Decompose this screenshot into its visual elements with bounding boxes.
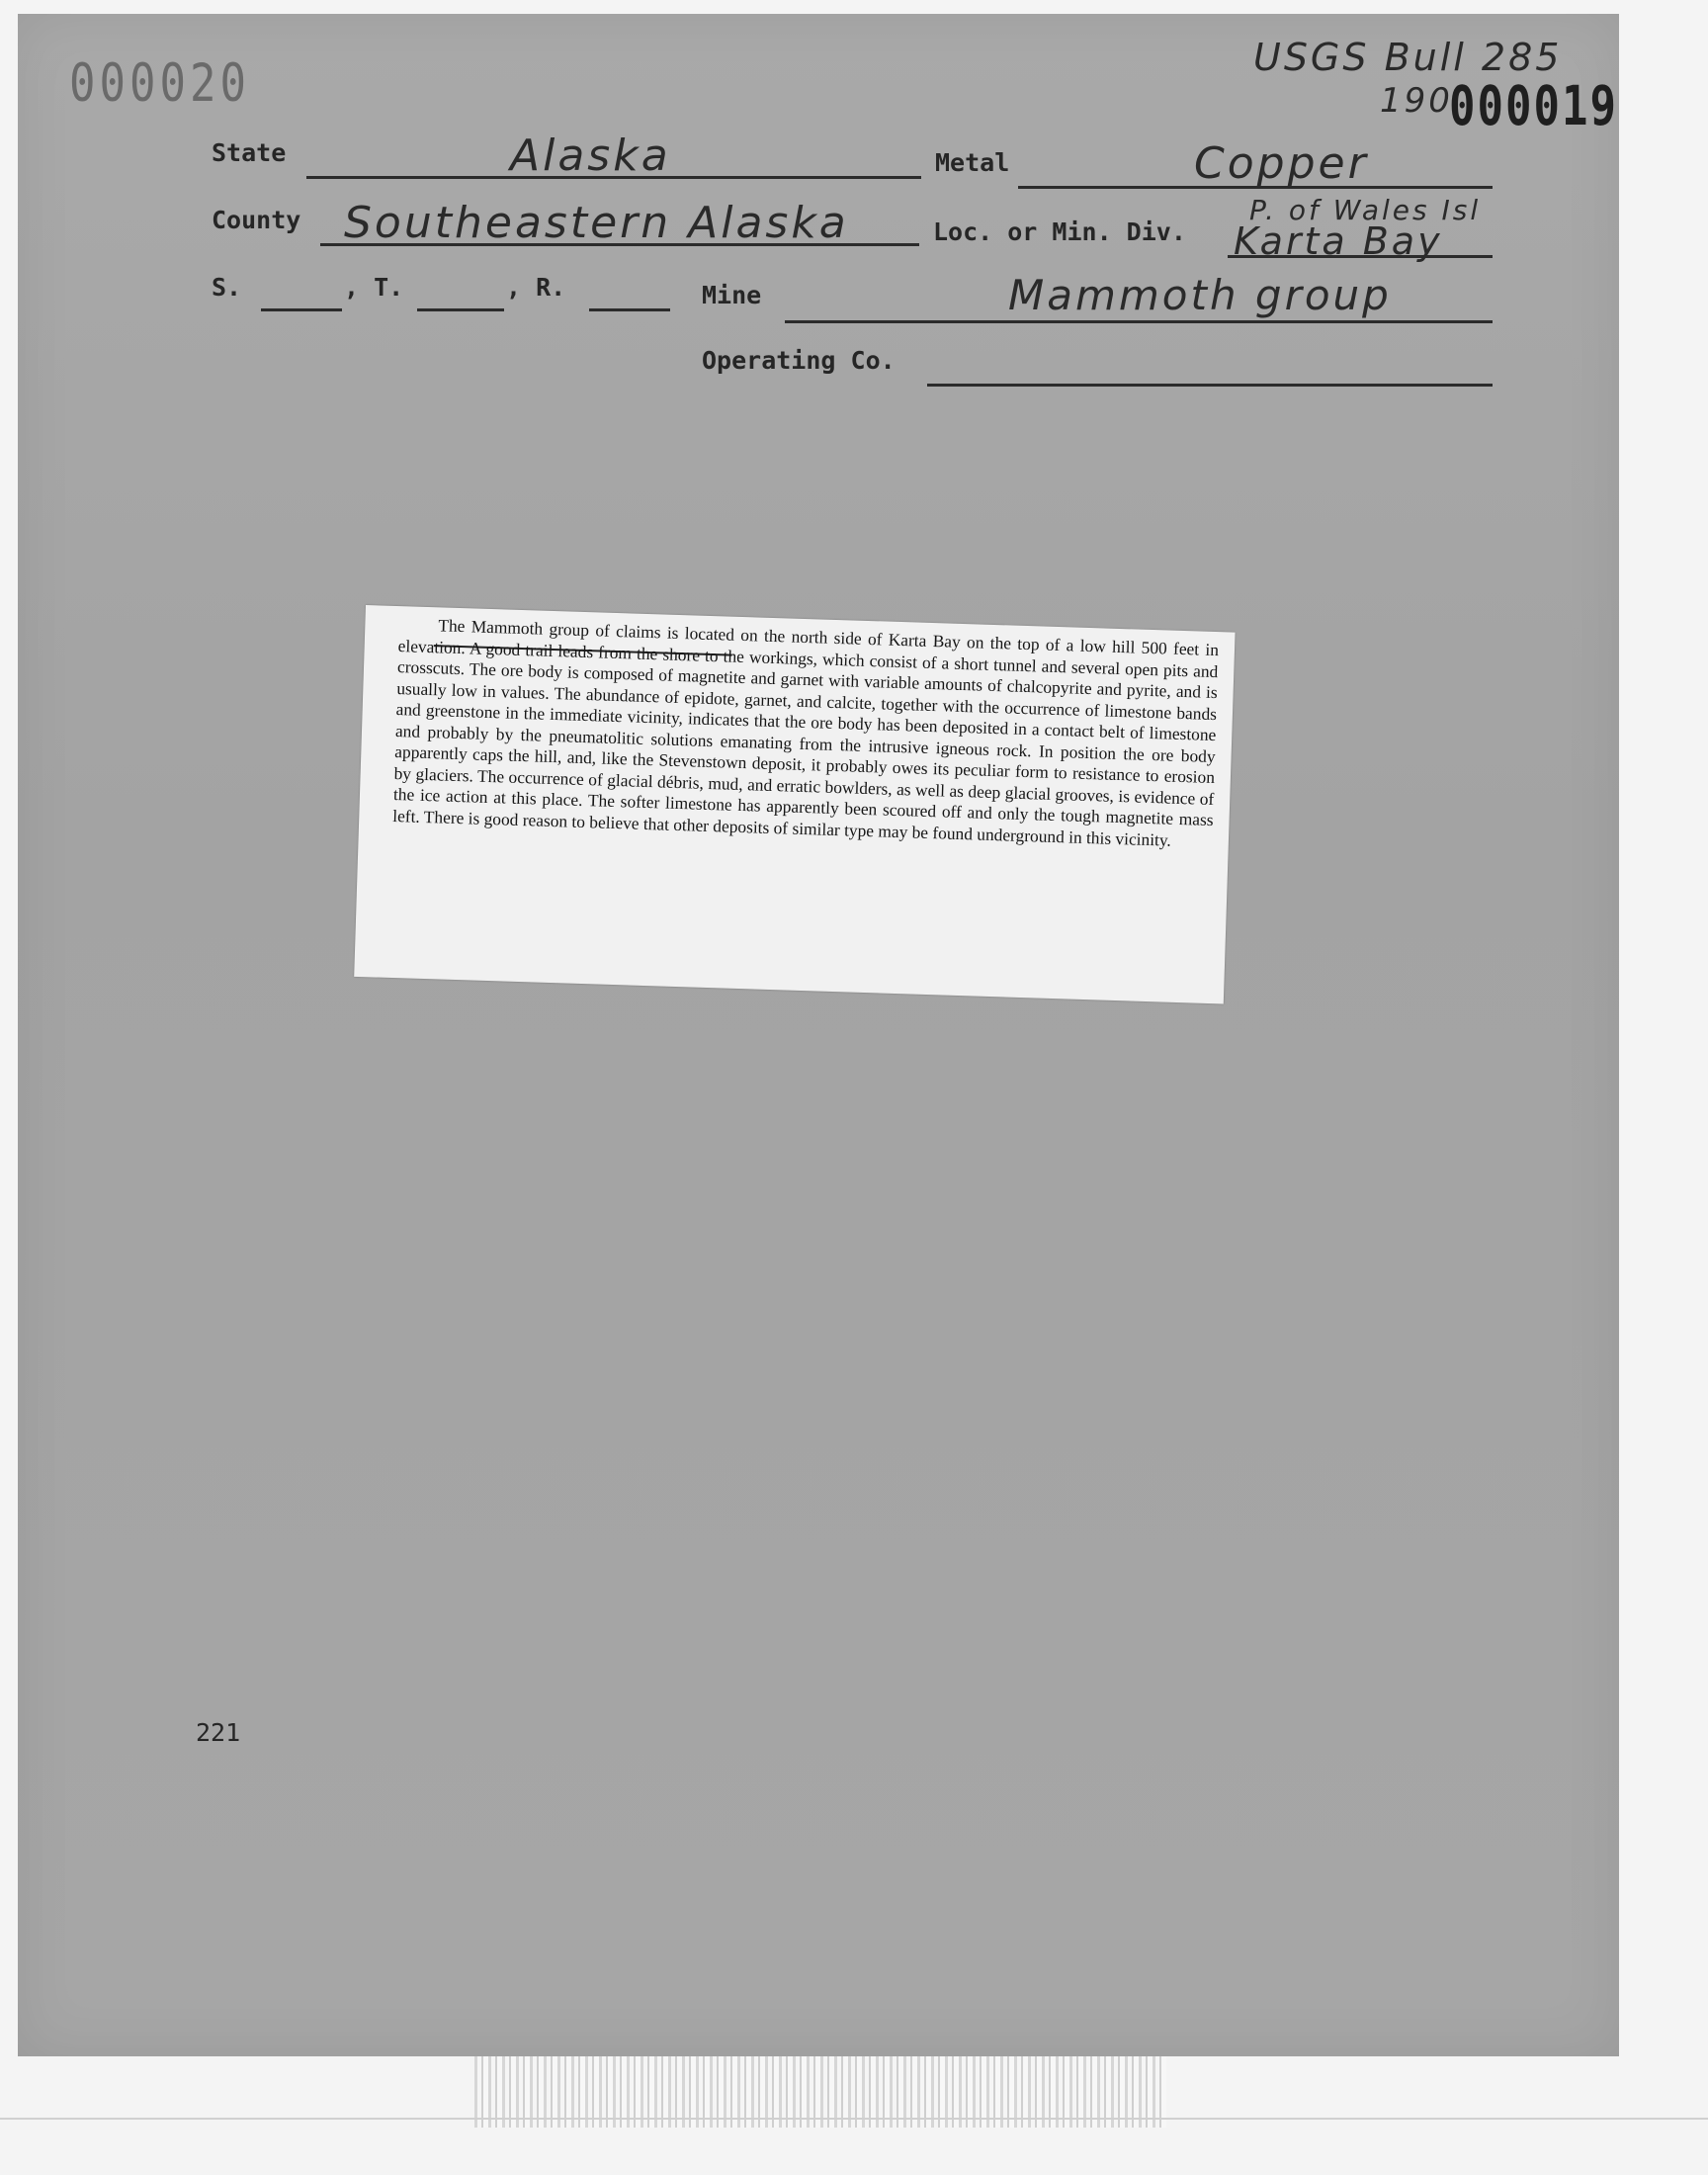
township-label: , T. [344, 273, 404, 302]
loc-note: P. of Wales Isl [1249, 194, 1482, 226]
mine-value: Mammoth group [1008, 271, 1392, 319]
page-number: 221 [196, 1718, 241, 1747]
loc-label: Loc. or Min. Div. [933, 218, 1186, 246]
section-label: S. [212, 273, 242, 302]
newspaper-clipping [354, 605, 1235, 1003]
clipping-text: The Mammoth group of claims is located on the north side of Karta Bay on the top of a low hill 500 feet in elevation. A good trail leads from the shore to the workings, which consist of a short tunnel and several open pits and crosscuts. The ore body is composed of magnetite and garnet with variable amounts of chalcopyrite and pyrite, and is usually low in values. The abundance of epidote, garnet, and calcite, together with the occurrence of limestone bands and greenstone in the immediate vicinity, indicates that the ore body has been deposited in a contact belt of limestone and probably by the pneumatolitic solutions emanating from the intrusive igneous rock. In position the ore body apparently caps the hill, and, like the Stevenstown deposit, it probably owes its peculiar form to resistance to erosion by glaciers. The occurrence of glacial débris, mud, and erratic bowlders, as well as deep glacial grooves, is evidence of the ice action at this place. The softer limestone has apparently been scoured off and only the tough magnetite mass left. There is good reason to believe that other deposits of similar type may be found underground in this vicinity. [392, 615, 1220, 850]
operating-co-line [927, 384, 1493, 387]
index-card [18, 14, 1619, 2056]
county-label: County [212, 206, 301, 234]
stamp-number-left: 000020 [69, 53, 250, 115]
township-line [417, 308, 504, 311]
metal-value: Copper [1194, 138, 1369, 189]
usgs-bulletin-note: USGS Bull 285 [1253, 36, 1563, 79]
range-label: , R. [506, 273, 566, 302]
state-value: Alaska [510, 130, 671, 181]
year-note: 190 [1380, 81, 1453, 121]
operating-co-label: Operating Co. [702, 346, 896, 375]
mine-line [785, 320, 1493, 323]
state-label: State [212, 138, 287, 167]
range-line [589, 308, 670, 311]
loc-value: Karta Bay [1234, 219, 1443, 263]
section-line [261, 308, 342, 311]
stamp-number-right: 000019 [1449, 75, 1618, 138]
mine-label: Mine [702, 281, 762, 309]
metal-label: Metal [935, 148, 1010, 177]
scan-edge [0, 2118, 1708, 2120]
county-value: Southeastern Alaska [344, 198, 849, 248]
